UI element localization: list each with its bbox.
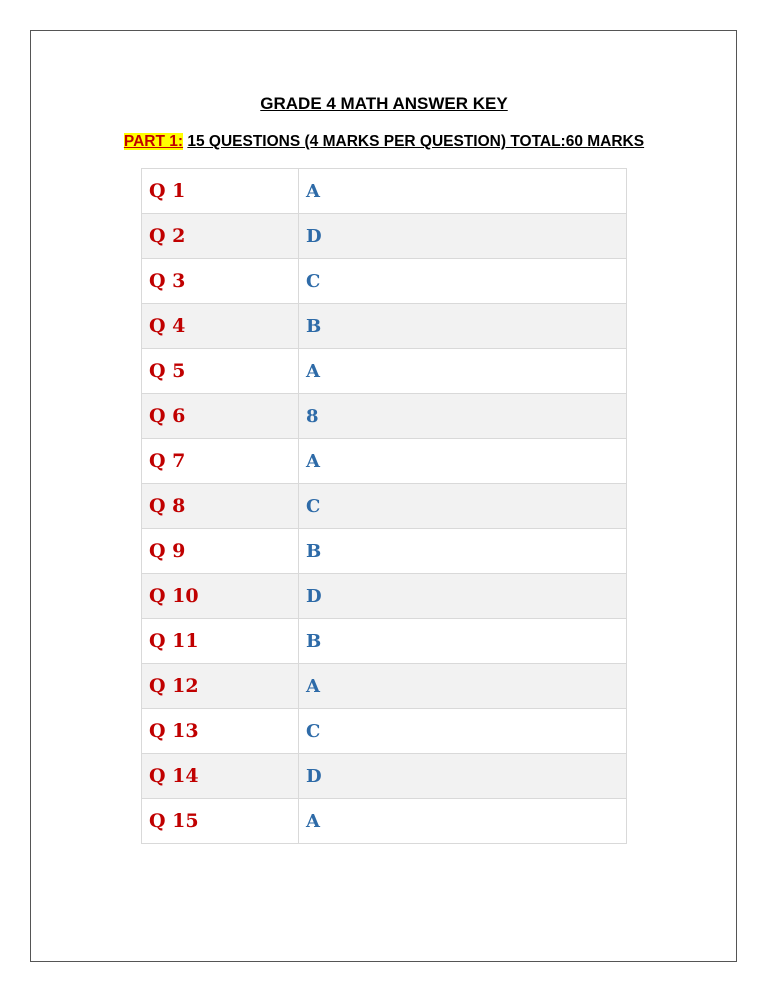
table-row [142, 799, 627, 844]
table-row [142, 349, 627, 394]
answer-cell: A [299, 169, 627, 214]
answer-cell: C [299, 709, 627, 754]
answer-cell: C [299, 484, 627, 529]
table-row [142, 664, 627, 709]
answer-table-body [142, 169, 627, 844]
table-row [142, 529, 627, 574]
answer-cell: D [299, 574, 627, 619]
answer-cell: C [299, 259, 627, 304]
table-row [142, 574, 627, 619]
page-title: GRADE 4 MATH ANSWER KEY [260, 94, 508, 113]
part-description: 15 QUESTIONS (4 MARKS PER QUESTION) TOTAL:60 MARKS [187, 133, 645, 150]
answer-cell: A [299, 439, 627, 484]
question-number-cell: Q 1 [142, 169, 299, 214]
question-number-cell: Q 7 [142, 439, 299, 484]
answer-cell: B [299, 529, 627, 574]
table-row [142, 169, 627, 214]
question-number-cell: Q 13 [142, 709, 299, 754]
part-label: PART 1: [123, 133, 184, 150]
answer-key-table [141, 168, 627, 844]
question-number-cell: Q 5 [142, 349, 299, 394]
answer-cell: 8 [299, 394, 627, 439]
table-row [142, 709, 627, 754]
answer-cell: A [299, 664, 627, 709]
table-row [142, 214, 627, 259]
question-number-cell: Q 8 [142, 484, 299, 529]
question-number-cell: Q 6 [142, 394, 299, 439]
answer-cell: A [299, 349, 627, 394]
table-row [142, 484, 627, 529]
question-number-cell: Q 2 [142, 214, 299, 259]
question-number-cell: Q 10 [142, 574, 299, 619]
table-row [142, 619, 627, 664]
question-number-cell: Q 15 [142, 799, 299, 844]
question-number-cell: Q 4 [142, 304, 299, 349]
table-row [142, 754, 627, 799]
question-number-cell: Q 3 [142, 259, 299, 304]
answer-cell: B [299, 304, 627, 349]
question-number-cell: Q 14 [142, 754, 299, 799]
table-row [142, 304, 627, 349]
answer-cell: D [299, 214, 627, 259]
answer-cell: A [299, 799, 627, 844]
table-row [142, 259, 627, 304]
table-row [142, 439, 627, 484]
question-number-cell: Q 12 [142, 664, 299, 709]
question-number-cell: Q 11 [142, 619, 299, 664]
answer-cell: D [299, 754, 627, 799]
table-row [142, 394, 627, 439]
question-number-cell: Q 9 [142, 529, 299, 574]
part-heading [0, 133, 768, 151]
answer-cell: B [299, 619, 627, 664]
